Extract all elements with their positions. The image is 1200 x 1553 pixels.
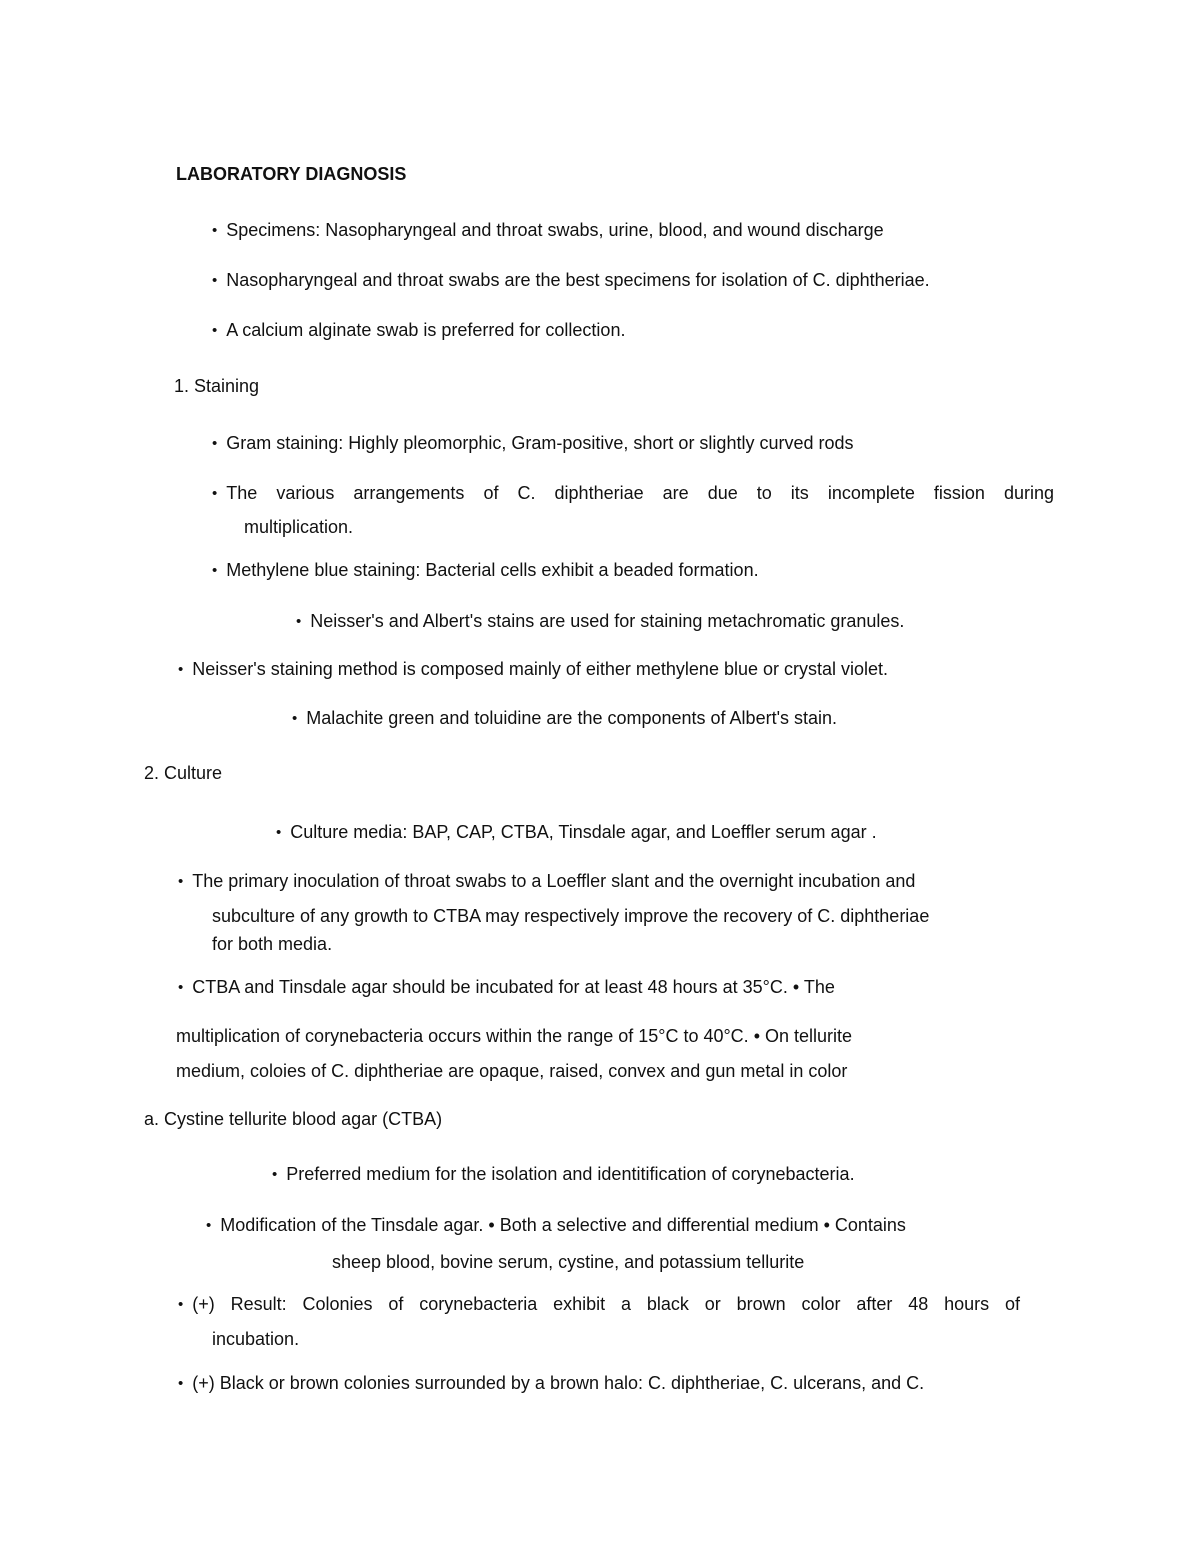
ctba-modification-line2: sheep blood, bovine serum, cystine, and potassium tellurite — [332, 1252, 805, 1272]
section-culture-title: 2. Culture — [144, 763, 223, 783]
subsection-ctba-title: a. Cystine tellurite blood agar (CTBA) — [144, 1109, 443, 1129]
positive-result-line2: incubation. — [212, 1329, 300, 1349]
bullet-ctba-preferred: • Preferred medium for the isolation and identitification of corynebacteria. — [272, 1162, 855, 1188]
bullet-arrangements-continued: multiplication. — [244, 517, 354, 537]
bullet-specimens: • Specimens: Nasopharyngeal and throat swabs, urine, blood, and wound discharge — [212, 218, 884, 244]
page-heading: LABORATORY DIAGNOSIS — [176, 164, 407, 184]
bullet-neisser-method: • Neisser's staining method is composed mainly of either methylene blue or crystal violet. — [178, 657, 888, 683]
bullet-best-specimens: • Nasopharyngeal and throat swabs are the best specimens for isolation of C. diphtheriae. — [212, 268, 930, 294]
bullet-primary-inoculation: • The primary inoculation of throat swabs to a Loeffler slant and the overnight incubation and — [178, 869, 915, 895]
bullet-incubation: • CTBA and Tinsdale agar should be incubated for at least 48 hours at 35°C. • The — [178, 975, 835, 1001]
bullet-primary-inoculation-line3: for both media. — [212, 934, 333, 954]
bullet-albert-components: • Malachite green and toluidine are the components of Albert's stain. — [292, 706, 837, 732]
section-staining-title: 1. Staining — [174, 376, 260, 396]
incubation-line2: multiplication of corynebacteria occurs within the range of 15°C to 40°C. • On tellurite — [176, 1026, 853, 1046]
incubation-line3: medium, coloies of C. diphtheriae are opaque, raised, convex and gun metal in color — [176, 1061, 848, 1081]
bullet-primary-inoculation-line2: subculture of any growth to CTBA may respectively improve the recovery of C. diphtheriae — [212, 906, 930, 926]
bullet-positive-result: • (+) Result: Colonies of corynebacteria exhibit a black or brown color after 48 hours of — [178, 1292, 1020, 1318]
bullet-gram-staining: • Gram staining: Highly pleomorphic, Gram-positive, short or slightly curved rods — [212, 431, 854, 457]
bullet-methylene-blue: • Methylene blue staining: Bacterial cells exhibit a beaded formation. — [212, 558, 759, 584]
bullet-neisser-albert: • Neisser's and Albert's stains are used for staining metachromatic granules. — [296, 609, 904, 635]
bullet-arrangements: • The various arrangements of C. diphtheriae are due to its incomplete fission during — [212, 481, 1054, 507]
bullet-calcium-swab: • A calcium alginate swab is preferred for collection. — [212, 318, 625, 344]
bullet-black-colonies: • (+) Black or brown colonies surrounded by a brown halo: C. diphtheriae, C. ulcerans, and C. — [178, 1371, 924, 1397]
bullet-culture-media: • Culture media: BAP, CAP, CTBA, Tinsdale agar, and Loeffler serum agar . — [276, 820, 877, 846]
bullet-ctba-modification: • Modification of the Tinsdale agar. • Both a selective and differential medium • Contains — [206, 1213, 906, 1239]
